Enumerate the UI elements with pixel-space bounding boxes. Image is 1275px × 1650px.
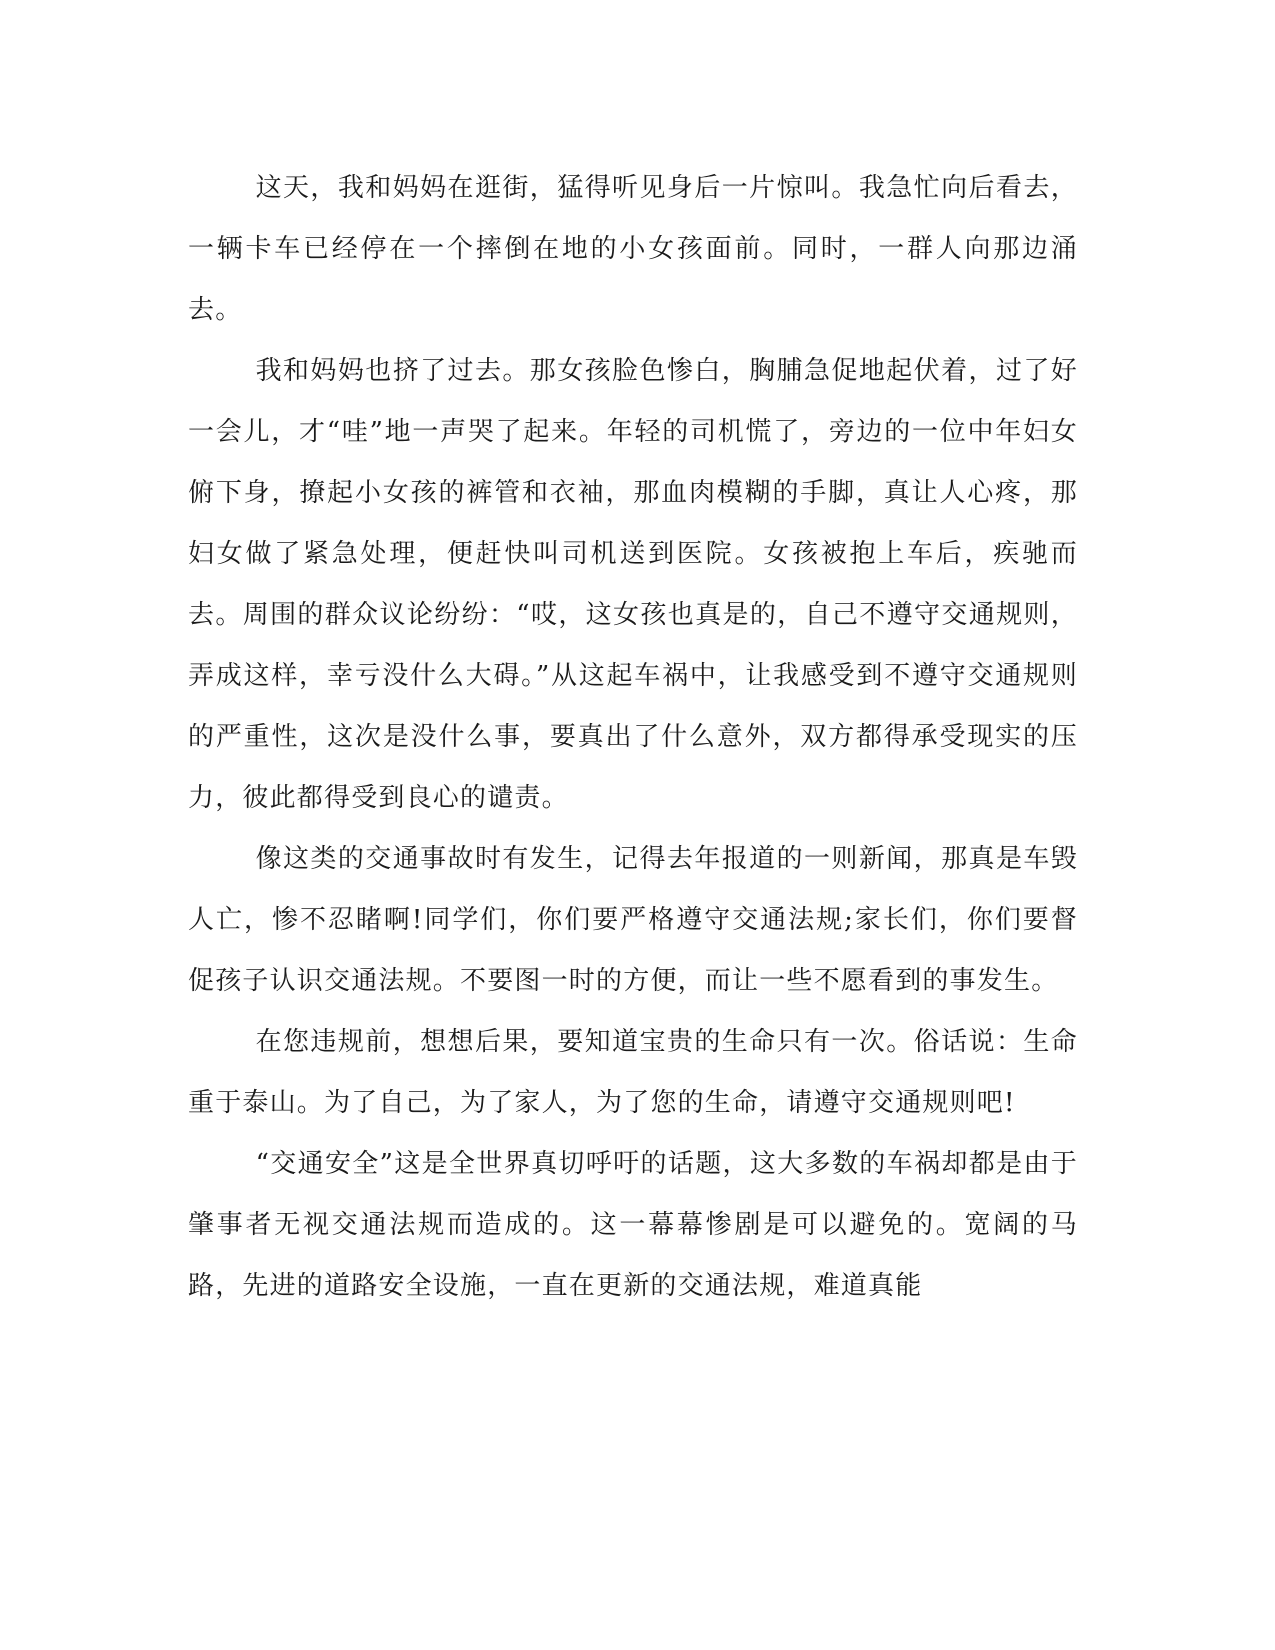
paragraph-1: 这天，我和妈妈在逛街，猛得听见身后一片惊叫。我急忙向后看去，一辆卡车已经停在一个摔倒在地的小女孩面前。同时，一群人向那边涌去。: [188, 173, 1078, 325]
paragraph-5: “交通安全”这是全世界真切呼吁的话题，这大多数的车祸却都是由于肇事者无视交通法规而造成的。这一幕幕惨剧是可以避免的。宽阔的马路，先进的道路安全设施，一直在更新的交通法规，难道真能: [188, 1149, 1078, 1301]
document-body: [188, 158, 1078, 1317]
paragraph-3: 像这类的交通事故时有发生，记得去年报道的一则新闻，那真是车毁人亡，惨不忍睹啊!同学们，你们要严格遵守交通法规;家长们，你们要督促孩子认识交通法规。不要图一时的方便，而让一些不愿看到的事发生。: [188, 844, 1078, 996]
paragraph-4: 在您违规前，想想后果，要知道宝贵的生命只有一次。俗话说：生命重于泰山。为了自己，为了家人，为了您的生命，请遵守交通规则吧!: [188, 1027, 1078, 1118]
paragraph-2: 我和妈妈也挤了过去。那女孩脸色惨白，胸脯急促地起伏着，过了好一会儿，才“哇”地一声哭了起来。年轻的司机慌了，旁边的一位中年妇女俯下身，撩起小女孩的裤管和衣袖，那血肉模糊的手脚，真让人心疼，那妇女做了紧急处理，便赶快叫司机送到医院。女孩被抱上车后，疾驰而去。周围的群众议论纷纷：“哎，这女孩也真是的，自己不遵守交通规则，弄成这样，幸亏没什么大碍。”从这起车祸中，让我感受到不遵守交通规则的严重性，这次是没什么事，要真出了什么意外，双方都得承受现实的压力，彼此都得受到良心的谴责。: [188, 356, 1078, 813]
